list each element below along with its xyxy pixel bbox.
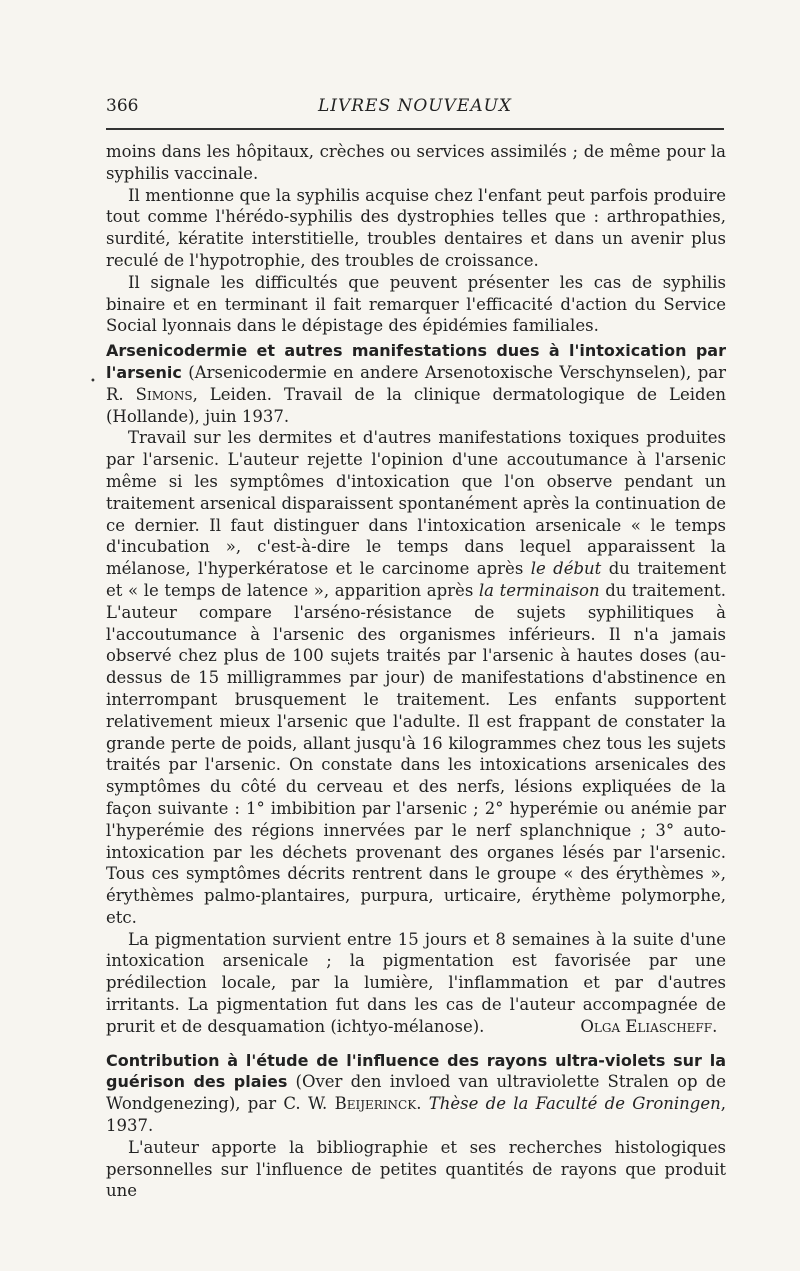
paragraph: Il mentionne que la syphilis acquise chez l'enfant peut parfois produire tout comme l'hérédo-syphilis des dystrophies telles que : arthropathies, surdité, kératite interstitielle, troubles dentaires et dans un avenir plus reculé de l'hypotrophie, des troubles de croissance. <box>106 185 726 270</box>
review-paragraph <box>106 929 726 1038</box>
text-run: du traitement et « le temps de latence », apparition après <box>106 559 727 600</box>
entry-reference-end: , 1937. <box>106 1094 726 1136</box>
text-run: . <box>416 1094 429 1114</box>
page-number: 366 <box>106 96 139 116</box>
entry-author: Beijerinck <box>334 1094 417 1114</box>
italic-run: le début <box>530 559 602 579</box>
review-entry-heading <box>106 1050 726 1137</box>
reviewer-signature: Olga Eliascheff. <box>580 1016 718 1036</box>
entry-reference: (Arsenicodermie en andere Arsenotoxische Verschynselen), par R. <box>106 362 726 404</box>
margin-dot: • <box>90 376 96 387</box>
paragraph: Il signale les difficultés que peuvent présenter les cas de syphilis binaire et en terminant il fait remarquer l'efficacité d'action du Service Social lyonnais dans le dépistage des épidémies familiales. <box>106 272 726 336</box>
italic-run: la terminaison <box>478 580 600 600</box>
paragraph: moins dans les hôpitaux, crèches ou services assimilés ; de même pour la syphilis vaccinale. <box>106 142 726 183</box>
entry-reference: (Over den invloed van ultraviolette Stralen op de Wondgenezing), par C. W. <box>106 1072 726 1114</box>
body-text <box>106 141 726 1202</box>
page-header <box>106 92 724 132</box>
text-run: du traitement. L'auteur compare l'arséno-résistance de sujets syphilitiques à l'accoutumance à l'arsenic des organismes inférieurs. Il n'a jamais observé chez plus de 100 sujets traités par l'arsenic à hautes doses (au-dessus de 15 milligrammes par jour) de manifestations d'abstinence en interrompant brusquement le traitement. Les enfants supportent relativement mieux l'arsenic que l'adulte. Il est frappant de constater la grande perte de poids, allant jusqu'à 16 kilogrammes chez tous les sujets traités par l'arsenic. On constate dans les intoxications arsenicales des symptômes du côté du cerveau et des nerfs, lésions expliquées de la façon suivante : 1° imbibition par l'arsenic ; 2° hyperémie ou anémie par l'hyperémie des régions innervées par le nerf splanchnique ; 3° auto-intoxication par les déchets provenant des organes lésés par l'arsenic. Tous ces symptômes décrits rentrent dans le groupe « des érythèmes », érythèmes palmo-plantaires, purpura, urticaire, érythème polymorphe, etc. <box>106 580 726 927</box>
header-rule <box>106 128 724 130</box>
entry-title: Contribution à l'étude de l'influence des rayons ultra-violets sur la guérison des plaies <box>106 1050 726 1092</box>
text-run: Travail sur les dermites et d'autres manifestations toxiques produites par l'arsenic. L'auteur rejette l'opinion d'une accoutumance à l'arsenic même si les symptômes d'intoxication que l'on observe pendant un traitement arsenical disparaissent spontanément après la continuation de ce dernier. Il faut distinguer dans l'intoxication arsenicale « le temps d'incubation », c'est-à-dire le temps dans lequel apparaissent la mélanose, l'hyperkératose et le carcinome après <box>106 428 726 579</box>
running-title: LIVRES NOUVEAUX <box>317 96 513 116</box>
review-entry-heading <box>106 340 726 427</box>
text-run: La pigmentation survient entre 15 jours et 8 semaines à la suite d'une intoxication arsenicale ; la pigmentation est favorisée par une prédilection locale, par la lumière, l'inflammation et par d'autres irritants. La pigmentation fut dans les cas de l'auteur accompagnée de prurit et de desquamation (ichtyo-mélanose). <box>106 929 726 1036</box>
entry-title: Arsenicodermie et autres manifestations dues à l'intoxication par l'arsenic <box>106 341 726 382</box>
entry-reference-end: , Leiden. Travail de la clinique dermatologique de Leiden (Hollande), juin 1937. <box>106 384 727 426</box>
review-paragraph <box>106 427 726 928</box>
entry-author: Simons <box>135 384 193 404</box>
thesis-title: Thèse de la Faculté de Groningen <box>428 1094 721 1114</box>
review-paragraph: L'auteur apporte la bibliographie et ses recherches histologiques personnelles sur l'influence de petites quantités de rayons que produit une <box>106 1137 726 1201</box>
